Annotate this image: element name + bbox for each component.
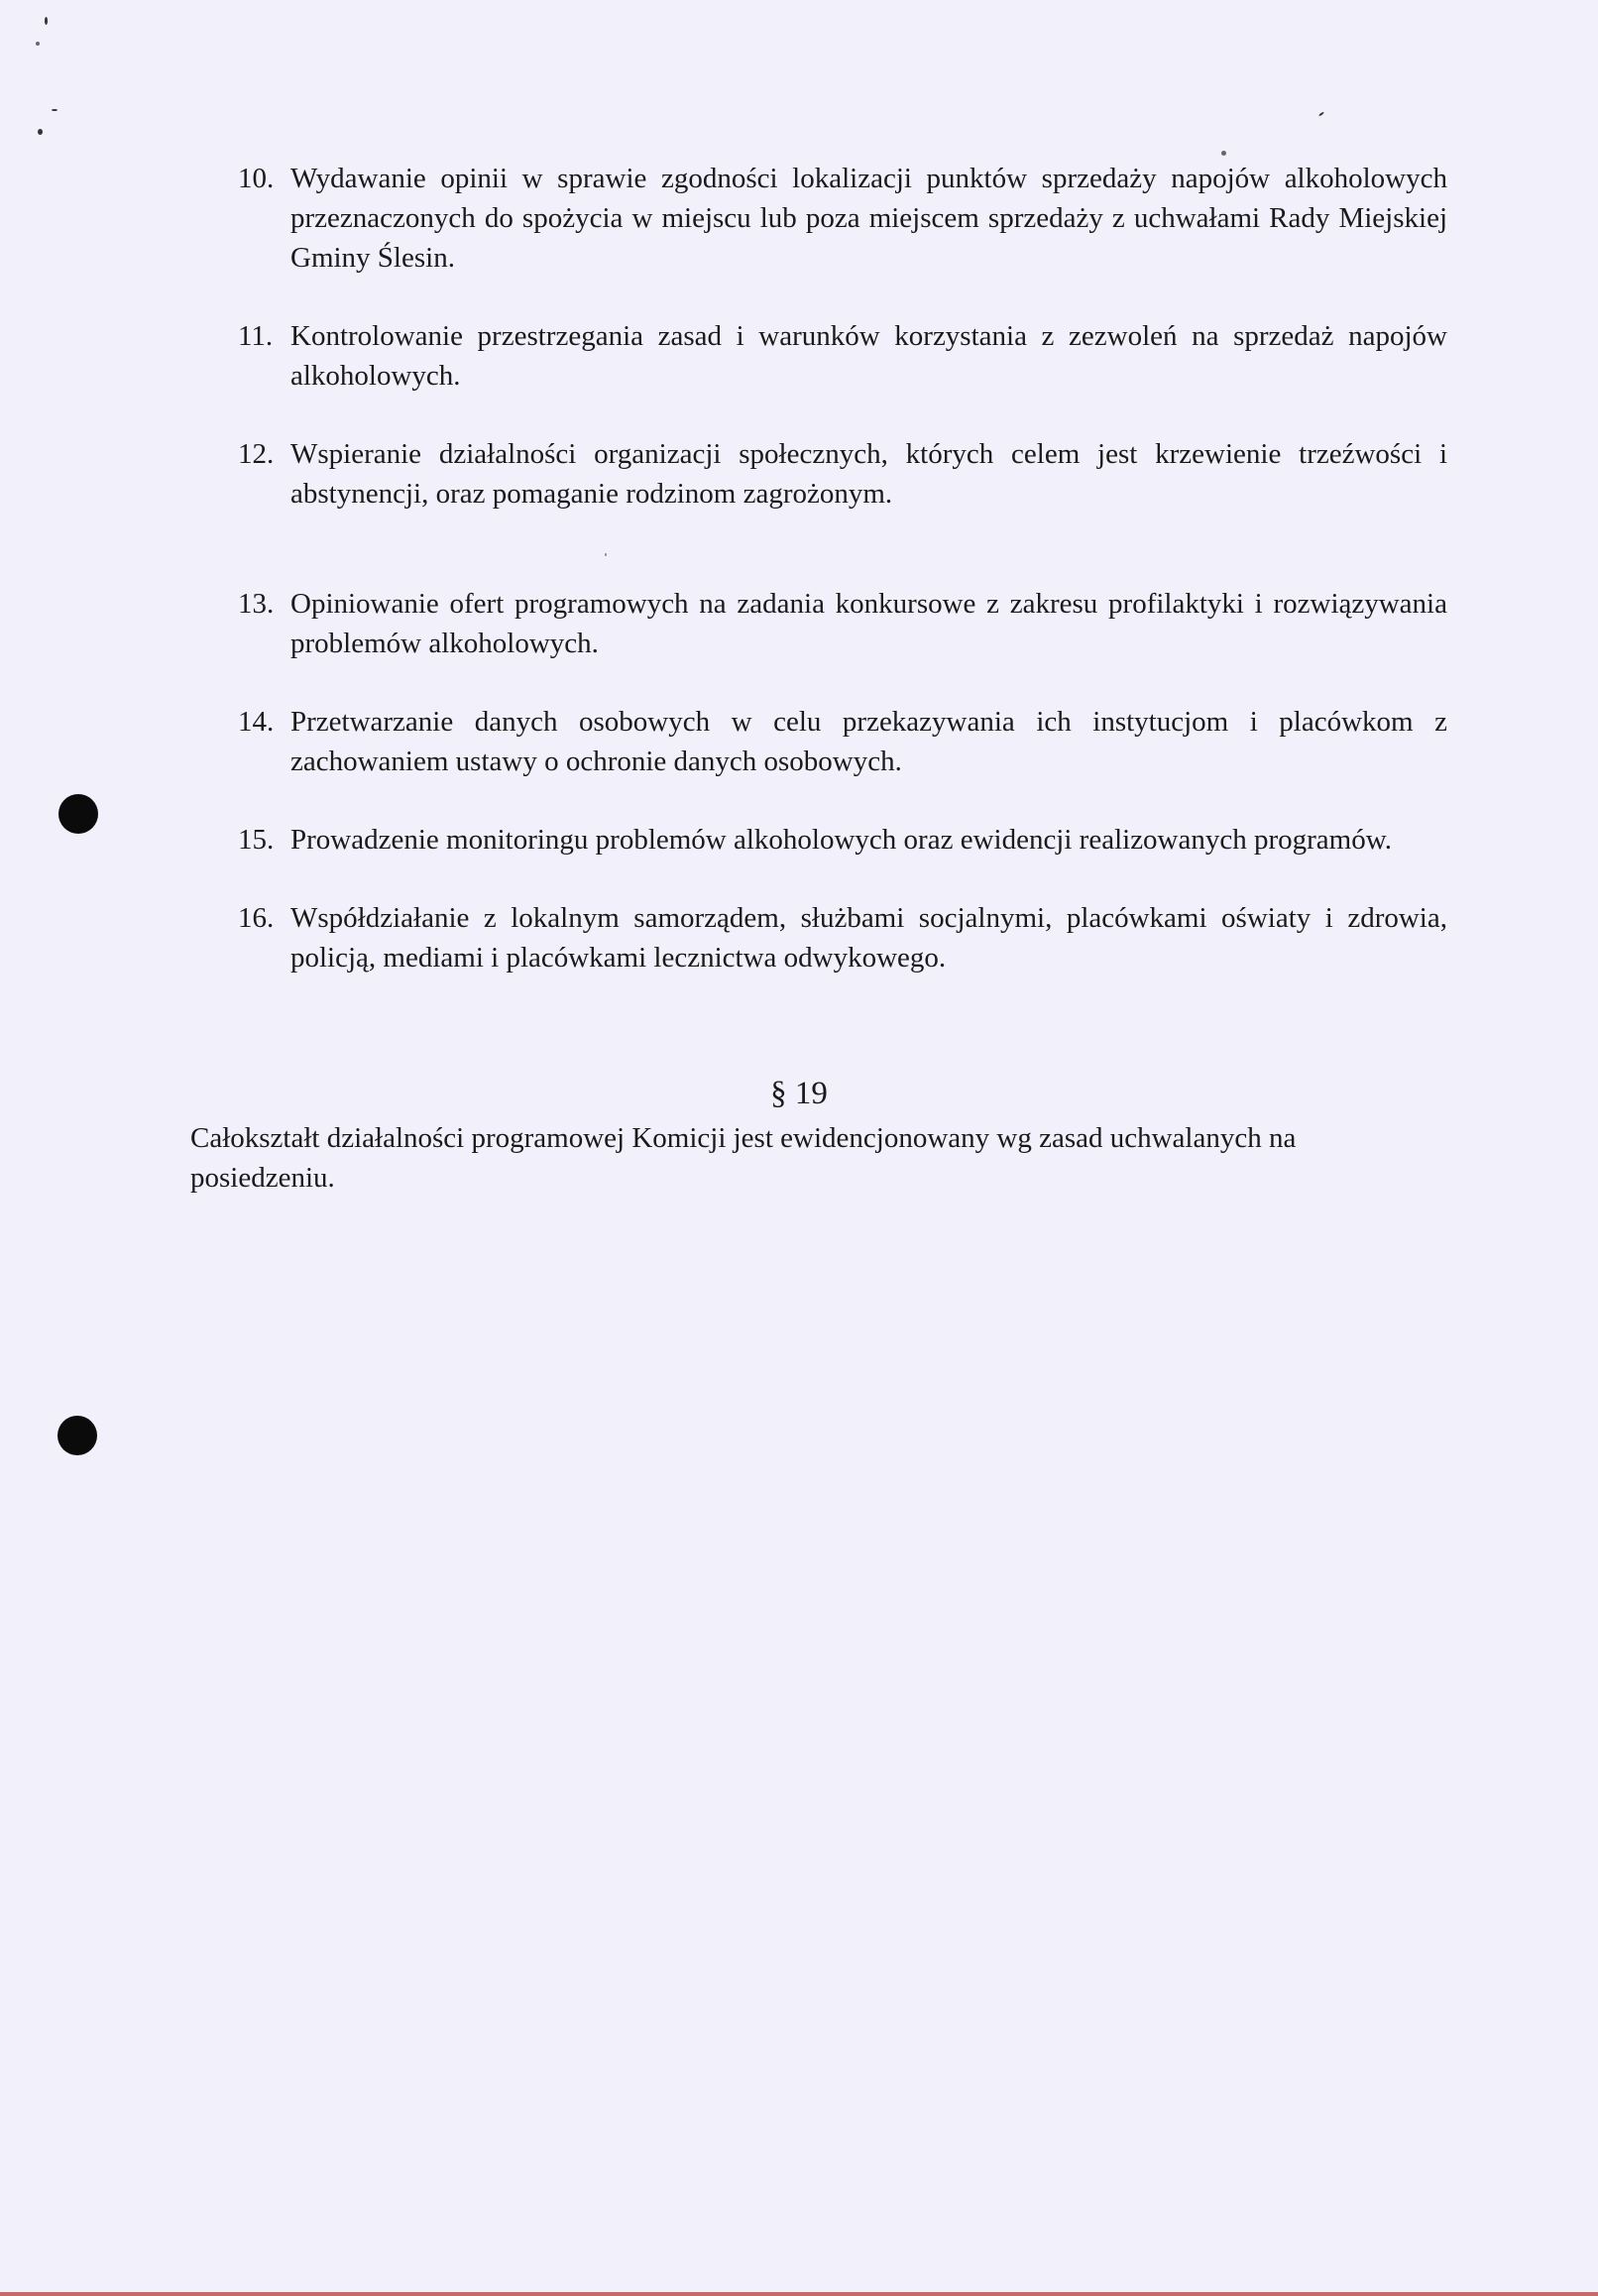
list-item-number: 14. xyxy=(238,706,275,738)
punch-hole-top xyxy=(58,794,98,834)
list-item-text: Wydawanie opinii w sprawie zgodności lokalizacji punktów sprzedaży napojów alkoholowych przeznaczonych do spożycia w miejscu lub poza miejscem sprzedaży z uchwałami Rady Miejskiej Gminy Ślesin. xyxy=(290,163,1447,274)
list-item-number: 12. xyxy=(238,438,275,470)
list-item-text: Przetwarzanie danych osobowych w celu przekazywania ich instytucjom i placówkom z zachowaniem ustawy o ochronie danych osobowych. xyxy=(290,706,1447,777)
section-paragraph: Całokształt działalności programowej Komicji jest ewidencjonowany wg zasad uchwalanych na posiedzeniu. xyxy=(190,1122,1297,1194)
scan-speck xyxy=(38,129,43,135)
list-item-number: 13. xyxy=(238,588,275,620)
list-item xyxy=(238,702,1447,781)
scan-speck xyxy=(52,109,57,111)
list-item-text: Opiniowanie ofert programowych na zadania konkursowe z zakresu profilaktyki i rozwiązywania problemów alkoholowych. xyxy=(290,588,1447,659)
list-item xyxy=(238,316,1447,396)
list-item xyxy=(238,434,1447,514)
list-item-text: Kontrolowanie przestrzegania zasad i warunków korzystania z zezwoleń na sprzedaż napojów alkoholowych. xyxy=(290,320,1447,392)
scan-bottom-edge xyxy=(0,2292,1598,2296)
list-item-number: 16. xyxy=(238,902,275,934)
list-item-number: 15. xyxy=(238,824,275,856)
list-item-text: Współdziałanie z lokalnym samorządem, służbami socjalnymi, placówkami oświaty i zdrowia, policją, mediami i placówkami lecznictwa odwykowego. xyxy=(290,902,1447,974)
list-item xyxy=(238,820,1447,860)
punch-hole-bottom xyxy=(57,1416,97,1455)
scan-speck xyxy=(45,17,48,25)
scan-speck xyxy=(36,42,40,46)
list-item-text: Wspieranie działalności organizacji społecznych, których celem jest krzewienie trzeźwości i abstynencji, oraz pomaganie rodzinom zagrożonym. xyxy=(290,438,1447,510)
scan-speck xyxy=(1221,151,1226,156)
list-item xyxy=(238,584,1447,663)
numbered-list xyxy=(238,159,1447,977)
section-heading: § 19 xyxy=(770,1076,828,1111)
list-item-number: 10. xyxy=(238,163,275,194)
list-item-number: 11. xyxy=(238,320,274,352)
list-item xyxy=(238,898,1447,977)
list-item xyxy=(238,159,1447,278)
list-item-text: Prowadzenie monitoringu problemów alkoholowych oraz ewidencji realizowanych programów. xyxy=(290,824,1393,856)
scan-speck xyxy=(1318,111,1324,116)
